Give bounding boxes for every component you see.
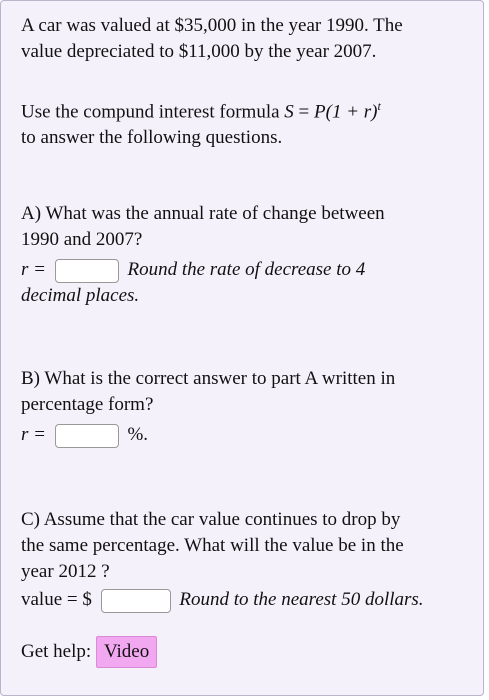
part-c-answer-input[interactable] [101, 589, 171, 613]
part-c [21, 507, 461, 613]
formula-equals: = [293, 101, 315, 123]
part-c-question-2: the same percentage. What will the value be in the [21, 535, 404, 556]
part-c-question-1: C) Assume that the car value continues to drop by [21, 509, 401, 530]
formula-intro: Use the compund interest formula [21, 101, 280, 123]
part-b-answer-input[interactable] [55, 424, 119, 448]
part-a-hint-1: Round the rate of decrease to 4 [127, 259, 366, 280]
statement-line-1: A car was valued at $35,000 in the year 1990. The [21, 15, 403, 36]
help-row [21, 636, 461, 668]
part-a [21, 201, 461, 309]
get-help-label: Get help: [21, 641, 92, 662]
part-a-hint-2: decimal places. [21, 285, 140, 306]
part-a-question-1: A) What was the annual rate of change between [21, 203, 385, 224]
part-b-suffix: %. [127, 424, 149, 445]
part-b [21, 366, 461, 448]
video-button[interactable]: Video [96, 636, 157, 668]
part-b-question-1: B) What is the correct answer to part A written in [21, 368, 396, 389]
formula-instruction [21, 93, 461, 151]
part-b-var: r = [21, 424, 46, 445]
formula-exponent: t [377, 99, 381, 113]
part-c-var: value = $ [21, 589, 92, 610]
part-a-var: r = [21, 259, 46, 280]
formula-outro: to answer the following questions. [21, 127, 283, 149]
formula-body: P(1 + r) [314, 101, 378, 123]
part-c-question-3: year 2012 ? [21, 561, 110, 582]
statement-line-2: value depreciated to $11,000 by the year 2007. [21, 41, 377, 62]
part-a-question-2: 1990 and 2007? [21, 229, 143, 250]
part-a-answer-input[interactable] [55, 259, 119, 283]
formula-s: S [284, 101, 294, 123]
part-b-question-2: percentage form? [21, 394, 154, 415]
part-c-hint: Round to the nearest 50 dollars. [179, 589, 424, 610]
problem-statement [21, 13, 461, 65]
